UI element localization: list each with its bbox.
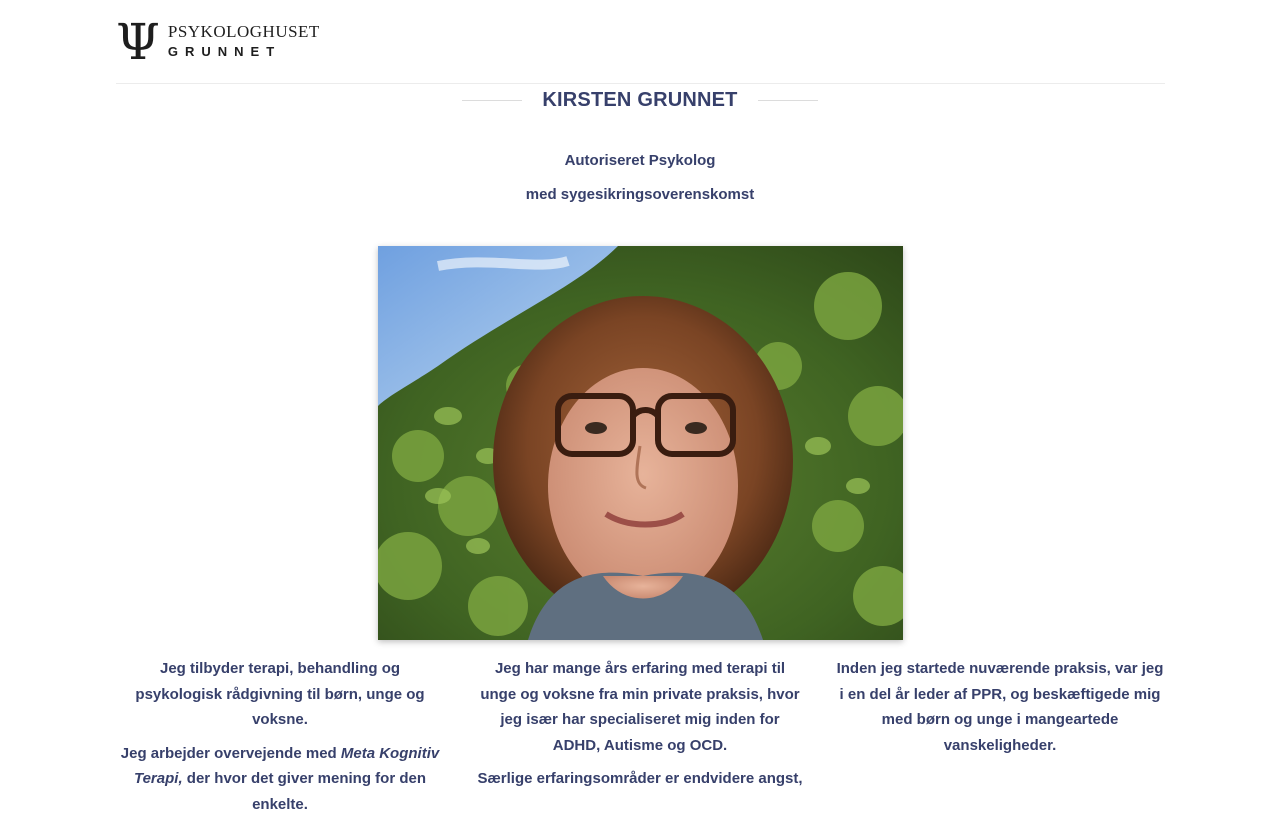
intro-column-right — [835, 656, 1165, 766]
logo-line1: PSYKOLOGHUSET — [167, 22, 320, 41]
site-logo[interactable] — [116, 13, 320, 71]
intro-middle-p2: Særlige erfaringsområder er endvidere angst, — [477, 770, 803, 787]
psi-icon: Ψ — [116, 13, 160, 71]
title-divider-right — [758, 100, 818, 101]
title-divider-left — [462, 100, 522, 101]
intro-middle-p1: Jeg har mange års erfaring med terapi til unge og voksne fra min private praksis, hvor jeg især har specialiseret mig inden for ADHD, Autisme og OCD. — [480, 660, 800, 754]
page-title: KIRSTEN GRUNNET — [542, 88, 738, 111]
logo-line2: GRUNNET — [167, 44, 282, 59]
profile-title: Autoriseret Psykolog — [564, 152, 716, 169]
intro-column-middle — [475, 656, 805, 800]
profile-subtitle: med sygesikringsoverenskomst — [525, 186, 755, 203]
method-emphasis: Meta Kognitiv Terapi, — [133, 744, 440, 787]
site-header — [116, 0, 1165, 84]
intro-left-p2-before: Jeg arbejder overvejende med — [120, 744, 341, 762]
intro-left-p2-after: der hvor det giver mening for den enkelte. — [182, 770, 426, 813]
portrait-photo — [378, 246, 903, 640]
logo-text — [168, 23, 320, 61]
intro-right-p1: Inden jeg startede nuværende praksis, var jeg i en del år leder af PPR, og beskæftigede mig med børn og unge i mangeartede vanskeligheder. — [836, 660, 1164, 754]
page-title-block — [0, 86, 1280, 114]
intro-left-p2 — [115, 741, 445, 818]
intro-left-p1: Jeg tilbyder terapi, behandling og psykologisk rådgivning til børn, unge og voksne. — [135, 660, 425, 728]
